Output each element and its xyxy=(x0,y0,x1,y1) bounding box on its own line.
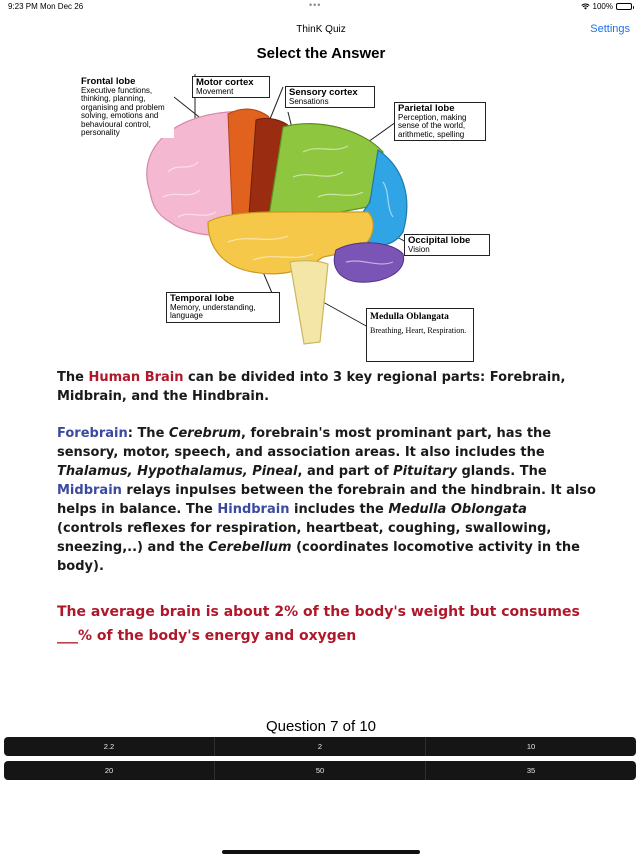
label-medulla-desc: Breathing, Heart, Respiration. xyxy=(370,325,467,335)
label-sensory-title: Sensory cortex xyxy=(289,87,358,98)
battery-icon xyxy=(616,3,632,10)
human-brain-term: Human Brain xyxy=(88,370,184,385)
label-motor-cortex xyxy=(192,76,270,98)
label-temporal-title: Temporal lobe xyxy=(170,293,235,304)
forebrain-term: Forebrain xyxy=(57,426,128,441)
label-parietal-lobe xyxy=(394,102,486,141)
label-parietal-title: Parietal lobe xyxy=(398,103,455,114)
label-occipital-lobe xyxy=(404,234,490,256)
label-temporal-desc: Memory, understanding, language xyxy=(170,302,256,321)
label-sensory-cortex xyxy=(285,86,375,108)
label-frontal-lobe xyxy=(78,76,174,138)
answer-row-2 xyxy=(4,761,636,780)
status-bar xyxy=(0,0,642,14)
intro-paragraph: The Human Brain can be divided into 3 key regional parts: Forebrain, Midbrain, and the Hindbrain. xyxy=(57,370,566,404)
nav-title: ThinK Quiz xyxy=(296,24,346,35)
answer-button[interactable]: 20 xyxy=(4,761,215,780)
label-motor-title: Motor cortex xyxy=(196,77,254,88)
settings-button[interactable]: Settings xyxy=(590,23,630,35)
multitasking-dots-icon[interactable]: ••• xyxy=(309,0,322,10)
question-text: The average brain is about 2% of the body's weight but consumes ___% of the body's energy and oxygen xyxy=(57,604,580,644)
wifi-icon xyxy=(581,3,590,10)
label-parietal-desc: Perception, making sense of the world, arithmetic, spelling xyxy=(398,112,467,139)
question-progress: Question 7 of 10 xyxy=(265,718,377,735)
answer-row-1 xyxy=(4,737,636,756)
page-title: Select the Answer xyxy=(256,45,386,62)
answer-button[interactable]: 35 xyxy=(526,766,536,775)
brain-regions-paragraph: Forebrain: The Cerebrum, forebrain's most prominant part, has the sensory, motor, speech, and association areas. It also includes the Thalamus, Hypothalamus, Pineal, and part of Pituitary glands. The Midbrain relays inpulses between the forebrain and the hindbrain. It also helps in balance. The Hindbrain includes the Medulla Oblongata (controls reflexes for respiration, heartbeat, coughing, swallowing, sneezing,..) and the Cerebellum (coordinates locomotive activity in the body). xyxy=(57,426,596,574)
label-motor-desc: Movement xyxy=(196,86,234,96)
home-indicator[interactable] xyxy=(222,850,420,854)
answer-button[interactable]: 2.2 xyxy=(4,737,215,756)
status-right xyxy=(581,2,632,11)
hindbrain-term: Hindbrain xyxy=(217,502,290,517)
label-occipital-title: Occipital lobe xyxy=(408,235,471,246)
label-temporal-lobe xyxy=(166,292,280,323)
answer-button[interactable]: 10 xyxy=(526,742,536,751)
label-sensory-desc: Sensations xyxy=(289,96,329,106)
answer-button[interactable]: 2 xyxy=(215,737,426,756)
midbrain-term: Midbrain xyxy=(57,483,122,498)
label-medulla-title: Medulla Oblangata xyxy=(370,312,449,322)
label-medulla-oblongata xyxy=(366,308,474,362)
label-frontal-desc: Executive functions, thinking, planning, organising and problem solving, emotions and behavioural control, personality xyxy=(81,85,165,137)
brain-diagram xyxy=(78,72,498,368)
battery-percent: 100% xyxy=(592,2,613,11)
label-frontal-title: Frontal lobe xyxy=(81,76,136,87)
answer-button[interactable]: 50 xyxy=(215,761,426,780)
label-occipital-desc: Vision xyxy=(408,244,430,254)
status-time: 9:23 PM Mon Dec 26 xyxy=(8,2,84,11)
